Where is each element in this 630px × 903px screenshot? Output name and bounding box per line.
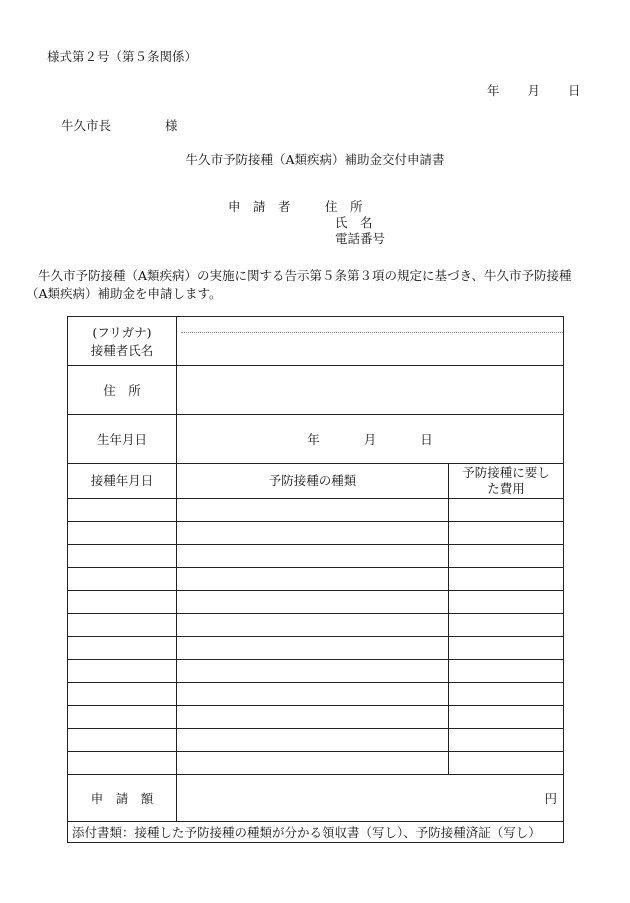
type-cell[interactable]	[177, 499, 449, 522]
amount-field[interactable]	[177, 775, 564, 822]
cost-cell[interactable]	[449, 499, 564, 522]
cost-cell[interactable]	[449, 752, 564, 775]
cost-cell[interactable]	[449, 568, 564, 591]
applicant-address-label: 住 所	[325, 199, 363, 214]
applicant-name-label: 氏 名	[335, 215, 373, 230]
date-month: 月	[527, 83, 541, 98]
birthdate-label: 生年月日	[68, 415, 177, 464]
type-cell[interactable]	[177, 729, 449, 752]
type-cell[interactable]	[177, 522, 449, 545]
type-cell[interactable]	[177, 637, 449, 660]
date-cell[interactable]	[68, 683, 177, 706]
table-row	[68, 499, 564, 522]
table-row	[68, 706, 564, 729]
vaccination-date-header: 接種年月日	[68, 464, 177, 499]
vaccination-cost-header: 予防接種に要した費用	[449, 464, 564, 499]
birthdate-field[interactable]	[177, 415, 564, 464]
birth-day-label: 日	[420, 432, 433, 447]
table-row	[68, 545, 564, 568]
attachments-note: 添付書類：接種した予防接種の種類が分かる領収書（写し）、予防接種済証（写し）	[68, 822, 564, 843]
date-cell[interactable]	[68, 522, 177, 545]
recipient-name-label: 接種者氏名	[90, 343, 154, 358]
table-row	[68, 683, 564, 706]
date-cell[interactable]	[68, 568, 177, 591]
date-cell[interactable]	[68, 729, 177, 752]
furigana-divider	[181, 332, 563, 333]
date-cell[interactable]	[68, 706, 177, 729]
address-field[interactable]	[177, 366, 564, 415]
type-cell[interactable]	[177, 683, 449, 706]
cost-cell[interactable]	[449, 614, 564, 637]
table-row	[68, 752, 564, 775]
addressee-name: 牛久市長	[61, 118, 112, 133]
addressee	[61, 116, 178, 134]
application-statement: 牛久市予防接種（A類疾病）の実施に関する告示第５条第３項の規定に基づき、牛久市予防接種（A類疾病）補助金を申請します。	[26, 268, 572, 301]
table-row	[68, 660, 564, 683]
cost-cell[interactable]	[449, 706, 564, 729]
date-cell[interactable]	[68, 499, 177, 522]
application-table	[67, 316, 564, 843]
vaccination-type-header: 予防接種の種類	[177, 464, 449, 499]
table-row	[68, 614, 564, 637]
table-row	[68, 591, 564, 614]
cost-cell[interactable]	[449, 522, 564, 545]
type-cell[interactable]	[177, 545, 449, 568]
cost-cell[interactable]	[449, 729, 564, 752]
date-cell[interactable]	[68, 637, 177, 660]
type-cell[interactable]	[177, 660, 449, 683]
cost-cell[interactable]	[449, 545, 564, 568]
table-row	[68, 637, 564, 660]
table-row	[68, 729, 564, 752]
amount-label: 申 請 額	[68, 775, 177, 822]
birth-year-label: 年	[307, 432, 320, 447]
table-row	[68, 568, 564, 591]
date-cell[interactable]	[68, 591, 177, 614]
form-number: 様式第２号（第５条関係）	[47, 49, 198, 64]
applicant-info	[228, 199, 385, 247]
birth-month-label: 月	[363, 432, 377, 447]
furigana-label: (フリガナ)	[92, 325, 152, 340]
type-cell[interactable]	[177, 591, 449, 614]
submission-date	[487, 81, 581, 99]
type-cell[interactable]	[177, 752, 449, 775]
date-day: 日	[568, 83, 581, 98]
date-year: 年	[487, 83, 500, 98]
amount-unit: 円	[544, 791, 557, 806]
applicant-phone-label: 電話番号	[335, 231, 386, 246]
cost-cell[interactable]	[449, 591, 564, 614]
type-cell[interactable]	[177, 568, 449, 591]
address-label: 住 所	[68, 366, 177, 415]
type-cell[interactable]	[177, 614, 449, 637]
honorific: 様	[165, 118, 178, 133]
applicant-role-label: 申 請 者	[228, 199, 291, 214]
cost-cell[interactable]	[449, 637, 564, 660]
date-cell[interactable]	[68, 752, 177, 775]
type-cell[interactable]	[177, 706, 449, 729]
cost-cell[interactable]	[449, 683, 564, 706]
document-title: 牛久市予防接種（A類疾病）補助金交付申請書	[185, 152, 445, 167]
table-row	[68, 522, 564, 545]
date-cell[interactable]	[68, 545, 177, 568]
recipient-name-field[interactable]	[177, 317, 564, 366]
name-label-cell	[68, 317, 177, 366]
date-cell[interactable]	[68, 614, 177, 637]
date-cell[interactable]	[68, 660, 177, 683]
cost-cell[interactable]	[449, 660, 564, 683]
